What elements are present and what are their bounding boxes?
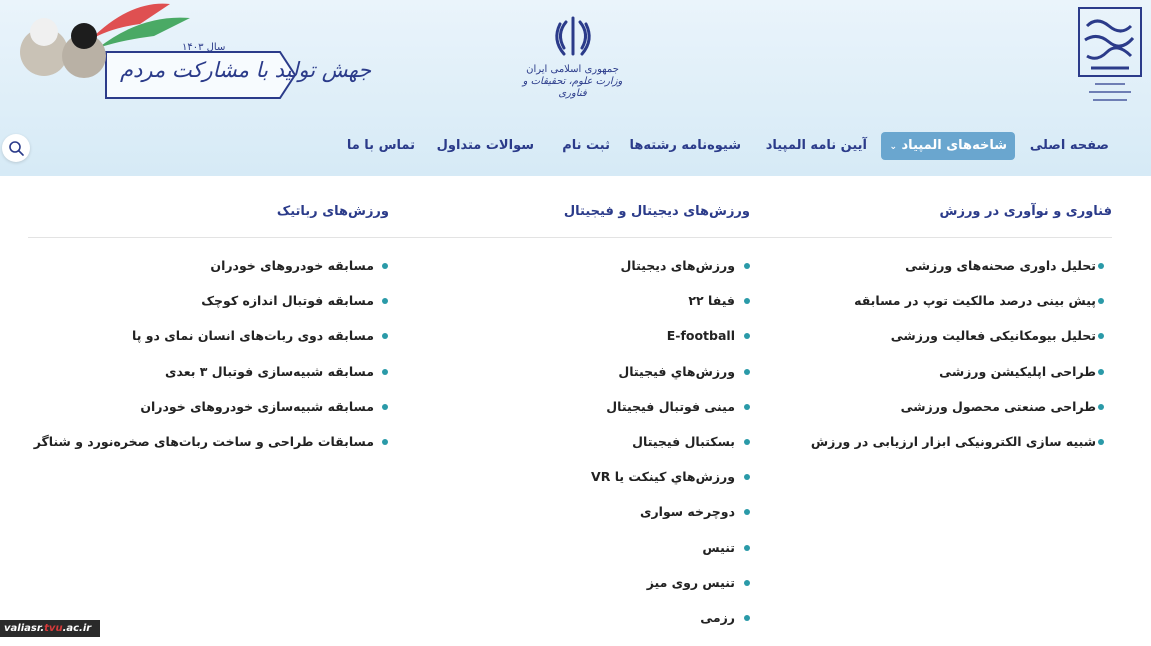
emblem-line2: وزارت علوم، تحقیقات و فناوری	[522, 76, 623, 99]
organization-logo[interactable]	[1075, 6, 1145, 111]
menu-item-link[interactable]: طراحی اپلیکیشن ورزشی	[939, 363, 1096, 379]
banner-year: سال ۱۴۰۳	[182, 42, 226, 53]
bullet-icon	[744, 298, 750, 304]
chevron-down-icon: ⌄	[889, 142, 897, 152]
bullet-icon	[382, 439, 388, 445]
bullet-icon	[744, 580, 750, 586]
search-icon	[2, 134, 30, 162]
nav-home[interactable]: صفحه اصلی	[1029, 138, 1109, 153]
column-heading-tech: فناوری و نوآوری در ورزش	[939, 204, 1112, 219]
menu-item-link[interactable]: مسابقه دوی ربات‌های انسان نمای دو پا	[132, 328, 374, 344]
nav-register[interactable]: ثبت نام	[562, 138, 610, 153]
nav-field-guidelines[interactable]: شیوه‌نامه رشته‌ها	[629, 138, 741, 153]
bullet-icon	[382, 333, 388, 339]
emblem-icon	[550, 14, 596, 60]
banner-slogan: جهش تولید با مشارکت مردم	[120, 58, 372, 82]
bullet-icon	[744, 404, 750, 410]
menu-item-link[interactable]: E-football	[666, 328, 735, 344]
emblem-line1: جمهوری اسلامی ایران	[526, 64, 619, 75]
menu-item-link[interactable]: تنیس روی میز	[646, 574, 735, 590]
bullet-icon	[744, 333, 750, 339]
nav-contact[interactable]: تماس با ما	[346, 138, 415, 153]
bullet-icon	[1098, 369, 1104, 375]
bullet-icon	[382, 263, 388, 269]
menu-item-link[interactable]: مسابقه شبیه‌سازی خودروهای خودران	[140, 398, 374, 414]
menu-item-link[interactable]: پیش بینی درصد مالکیت توپ در مسابقه	[854, 293, 1096, 309]
bullet-icon	[744, 263, 750, 269]
iran-emblem	[515, 14, 630, 104]
menu-item-link[interactable]: ورزش‌هاي کینکت یا VR	[591, 469, 735, 485]
bullet-icon	[1098, 439, 1104, 445]
bullet-icon	[744, 545, 750, 551]
bullet-icon	[744, 615, 750, 621]
divider	[28, 237, 1112, 238]
menu-item-link[interactable]: مسابقه خودروهای خودران	[210, 258, 374, 273]
column-heading-digital: ورزش‌های دیجیتال و فیجیتال	[563, 204, 750, 219]
menu-item-link[interactable]: بسکتبال فیجیتال	[632, 434, 735, 449]
menu-item-link[interactable]: مسابقه شبیه‌سازی فوتبال ۳ بعدی	[165, 363, 374, 379]
bullet-icon	[1098, 298, 1104, 304]
bullet-icon	[382, 369, 388, 375]
menu-item-link[interactable]: مسابقات طراحی و ساخت ربات‌های صخره‌نورد و شناگر	[33, 434, 374, 449]
nav-regulations[interactable]: آیین نامه المپیاد	[765, 138, 867, 153]
menu-item-link[interactable]: تحلیل بیومکانیکی فعالیت ورزشی	[890, 328, 1096, 344]
search-button[interactable]	[2, 134, 30, 162]
site-watermark: valiasr.tvu.ac.ir	[0, 620, 100, 637]
site-header	[0, 0, 1151, 176]
column-heading-robotics: ورزش‌های رباتیک	[276, 204, 389, 219]
menu-item-link[interactable]: مسابقه فوتبال اندازه کوچک	[201, 293, 374, 309]
slogan-banner	[10, 0, 372, 115]
menu-item-link[interactable]: ورزش‌های دیجیتال	[620, 258, 735, 273]
nav-faq[interactable]: سوالات متداول	[436, 138, 534, 153]
bullet-icon	[382, 404, 388, 410]
bullet-icon	[382, 298, 388, 304]
menu-item-link[interactable]: تنیس	[702, 539, 735, 555]
menu-item-link[interactable]: مینی فوتبال فیجیتال	[606, 398, 735, 414]
menu-item-link[interactable]: دوچرخه سواری	[640, 504, 735, 520]
bullet-icon	[1098, 333, 1104, 339]
nav-olympiad-branches[interactable]	[881, 132, 1015, 160]
menu-item-link[interactable]: فیفا ۲۲	[688, 293, 735, 309]
bullet-icon	[744, 474, 750, 480]
menu-item-link[interactable]: طراحی صنعتی محصول ورزشی	[900, 398, 1096, 414]
main-nav	[0, 131, 1151, 161]
bullet-icon	[744, 369, 750, 375]
menu-item-link[interactable]: ورزش‌هاي فيجيتال	[618, 363, 735, 379]
menu-item-link[interactable]: تحلیل داوری صحنه‌های ورزشی	[905, 258, 1096, 273]
menu-item-link[interactable]: شبیه سازی الکترونیکی ابزار ارزیابی در ورزش	[810, 434, 1096, 449]
bullet-icon	[1098, 404, 1104, 410]
bullet-icon	[744, 509, 750, 515]
bullet-icon	[744, 439, 750, 445]
bullet-icon	[1098, 263, 1104, 269]
menu-item-link[interactable]: رزمی	[700, 610, 735, 625]
nav-olympiad-branches-label: شاخه‌های المپیاد	[901, 138, 1007, 153]
